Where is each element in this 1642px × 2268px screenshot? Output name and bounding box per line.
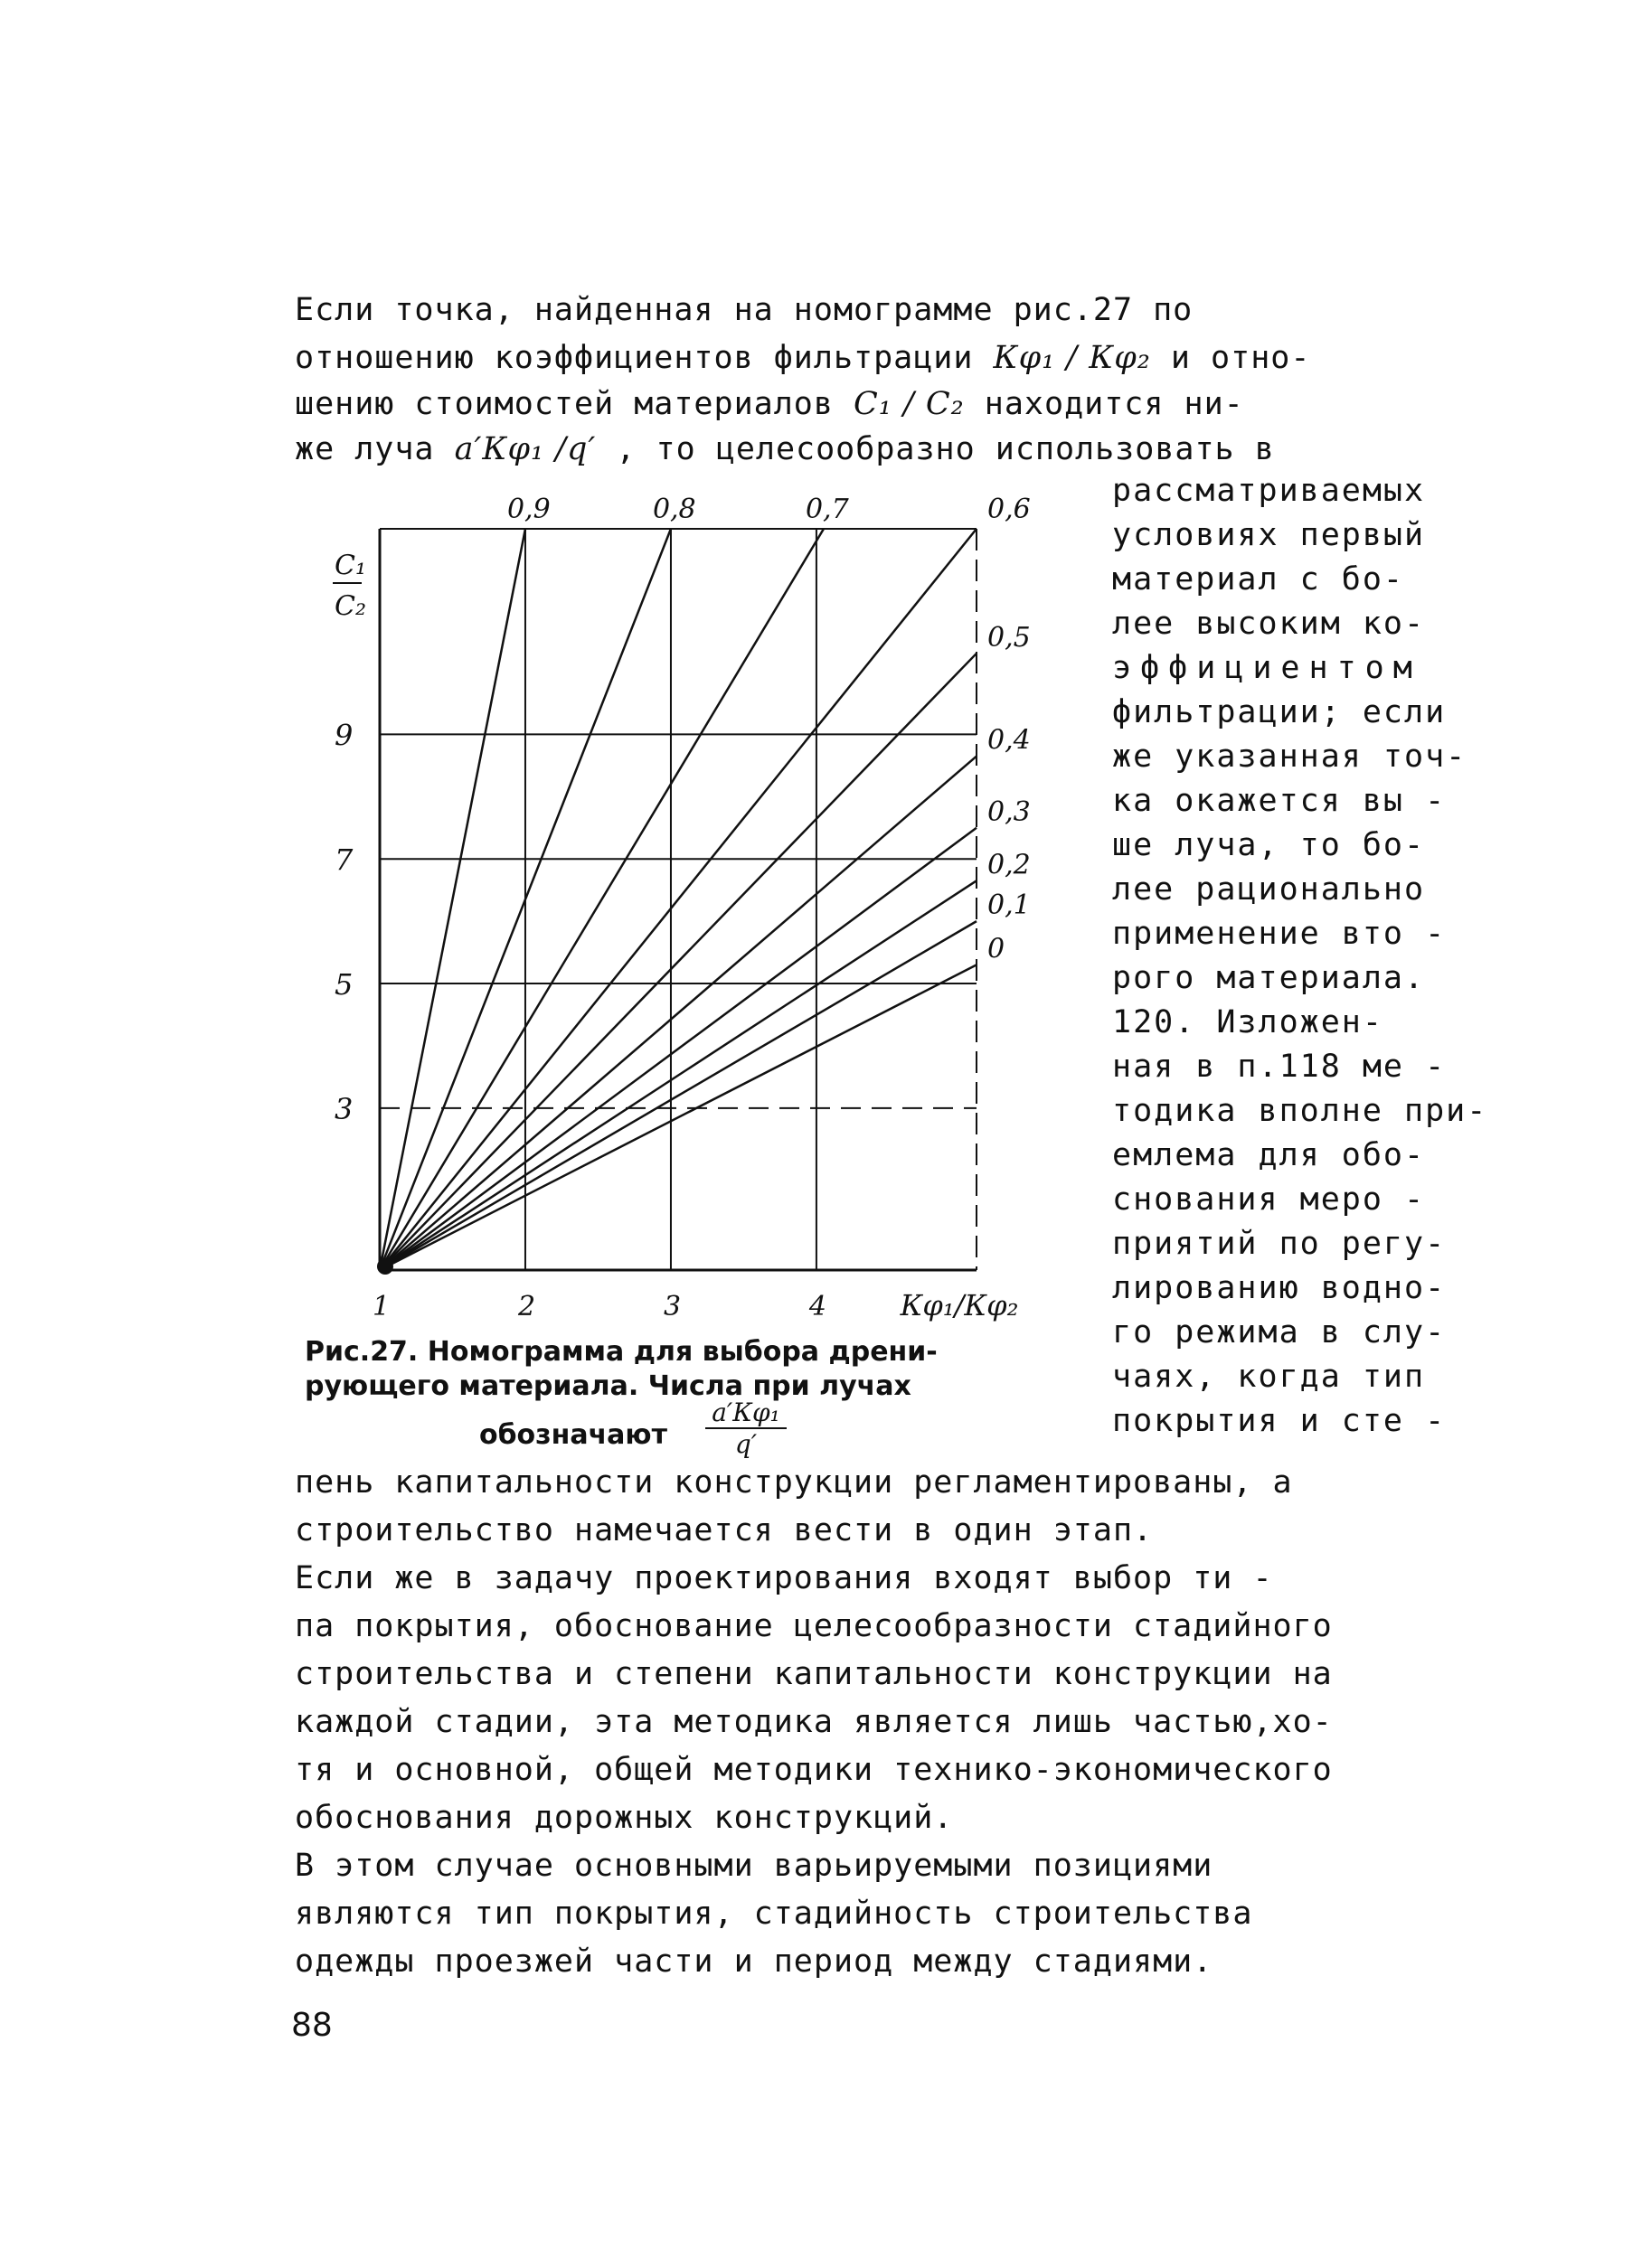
intro-line-2-tail: и отно- xyxy=(1170,340,1311,376)
ray-label: 0,5 xyxy=(987,621,1031,654)
y-tick-label: 3 xyxy=(335,1091,354,1126)
intro-line-1: Если точка, найденная на номограмме рис.27 по xyxy=(295,292,1194,328)
right-line: применение вто - xyxy=(1112,916,1447,952)
body-line: В этом случае основными варьируемыми позициями xyxy=(295,1848,1213,1884)
ray-label: 0,4 xyxy=(987,724,1031,757)
body-line: строительство намечается вести в один этап. xyxy=(295,1512,1154,1548)
figure-caption-line-1: Рис.27. Номограмма для выбора дрени- xyxy=(305,1336,938,1368)
ray-label: 0,3 xyxy=(987,795,1031,828)
ray-label: 0,9 xyxy=(506,494,551,525)
cost-ratio-formula: С₁ / С₂ xyxy=(854,386,965,422)
x-tick-label: 2 xyxy=(517,1291,536,1322)
ray-label: 0,8 xyxy=(652,494,696,525)
ray-line xyxy=(380,965,977,1270)
right-line: рого материала. xyxy=(1112,960,1426,996)
body-line: тя и основной, общей методики технико-экономического xyxy=(295,1752,1333,1788)
body-line: па покрытия, обоснование целесообразности стадийного xyxy=(295,1608,1333,1644)
y-axis-label-top: С₁ xyxy=(335,550,366,581)
right-line: лее рационально xyxy=(1112,871,1426,908)
right-line: чаях, когда тип xyxy=(1112,1359,1426,1395)
ray-label: 0,2 xyxy=(987,849,1031,881)
right-line: ше луча, то бо- xyxy=(1112,827,1426,863)
right-line: лее высоким ко- xyxy=(1112,606,1426,642)
ray-label: 0 xyxy=(987,933,1005,965)
right-line: материал с бо- xyxy=(1112,561,1405,598)
intro-line-4-tail: , то целесообразно использовать в xyxy=(616,431,1275,467)
ray-label: 0,1 xyxy=(987,889,1031,922)
right-line: емлема для обо- xyxy=(1112,1137,1426,1173)
intro-line-2 xyxy=(295,340,1310,376)
right-line: го режима в слу- xyxy=(1112,1314,1447,1350)
x-axis-label: Кφ₁/Кφ₂ xyxy=(900,1288,1019,1322)
body-line: одежды проезжей части и период между стадиями. xyxy=(295,1943,1213,1980)
ray-formula: a′Кφ₁ /q′ xyxy=(454,431,597,467)
ray-line xyxy=(380,529,824,1270)
figure-caption-line-3: обозначают xyxy=(479,1419,667,1451)
intro-line-2-text: отношению коэффициентов фильтрации xyxy=(295,340,974,376)
caption-fraction-numerator: a′Кφ₁ xyxy=(705,1398,787,1429)
intro-line-4-text: же луча xyxy=(295,431,435,467)
y-tick-label: 9 xyxy=(335,718,354,753)
body-line: пень капитальности конструкции регламентированы, а xyxy=(295,1464,1293,1501)
body-line: Если же в задачу проектирования входят выбор ти - xyxy=(295,1560,1273,1596)
ray-label: 0,6 xyxy=(987,494,1031,525)
y-axis-label-bottom: С₂ xyxy=(335,590,366,622)
intro-line-3-text: шению стоимостей материалов xyxy=(295,386,834,422)
y-tick-label: 7 xyxy=(335,842,354,878)
page-number: 88 xyxy=(291,2007,333,2044)
right-line: ка окажется вы - xyxy=(1112,783,1447,819)
y-tick-label: 5 xyxy=(335,967,354,1002)
right-line: снования меро - xyxy=(1112,1181,1426,1218)
x-tick-label: 3 xyxy=(663,1291,682,1322)
right-line: приятий по регу- xyxy=(1112,1226,1447,1262)
body-line: обоснования дорожных конструкций. xyxy=(295,1800,954,1836)
chart-rays xyxy=(377,529,977,1275)
intro-line-3-tail: находится ни- xyxy=(984,386,1244,422)
intro-line-3 xyxy=(295,386,1244,422)
right-line: условиях первый xyxy=(1112,517,1426,553)
nomogram-chart xyxy=(307,484,1085,1322)
right-line: ная в п.118 ме - xyxy=(1112,1049,1447,1085)
body-line: каждой стадии, эта методика является лишь частью,хо- xyxy=(295,1704,1333,1740)
right-line: 120. Изложен- xyxy=(1112,1004,1383,1040)
right-line: эффициентом xyxy=(1112,650,1421,686)
figure-caption-line-2: рующего материала. Числа при лучах xyxy=(305,1370,911,1402)
caption-fraction-denominator: q′ xyxy=(734,1429,758,1459)
ray-line xyxy=(380,880,977,1270)
ray-line xyxy=(380,757,977,1270)
x-tick-label: 1 xyxy=(373,1291,391,1322)
ray-line xyxy=(380,529,525,1270)
right-line: лированию водно- xyxy=(1112,1270,1447,1306)
right-line: покрытия и сте - xyxy=(1112,1403,1447,1439)
ray-label: 0,7 xyxy=(805,494,849,525)
kf-ratio-formula: Кφ₁ / Кφ₂ xyxy=(993,340,1151,376)
ray-line xyxy=(380,828,977,1270)
ray-line xyxy=(380,529,977,1270)
right-line: тодика вполне при- xyxy=(1112,1093,1488,1129)
caption-fraction xyxy=(705,1398,787,1459)
right-line: рассматриваемых xyxy=(1112,473,1426,509)
x-tick-label: 4 xyxy=(808,1291,827,1322)
ray-line xyxy=(380,921,977,1270)
body-line: строительства и степени капитальности конструкции на xyxy=(295,1656,1333,1692)
right-line: фильтрации; если xyxy=(1112,694,1447,730)
intro-line-4 xyxy=(295,431,1275,467)
origin-point xyxy=(377,1258,393,1275)
ray-line xyxy=(380,654,977,1270)
body-line: являются тип покрытия, стадийность строительства xyxy=(295,1896,1253,1932)
right-line: же указанная точ- xyxy=(1112,739,1467,775)
